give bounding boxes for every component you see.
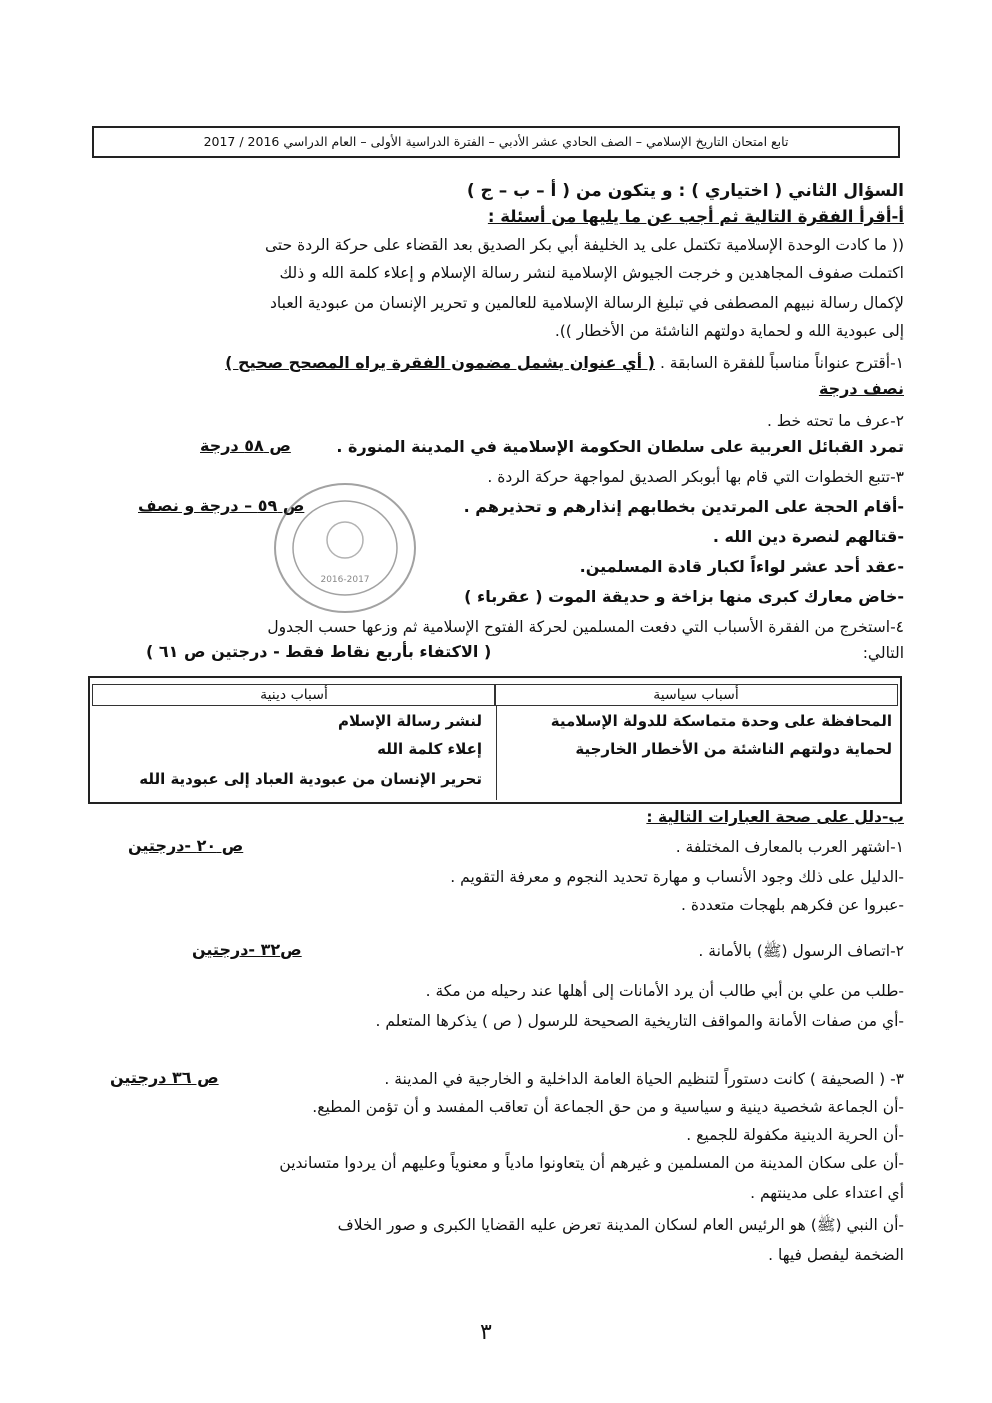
page-number: ٣: [480, 1320, 492, 1345]
question-2-answer: تمرد القبائل العربية على سلطان الحكومة الإسلامية في المدينة المنورة .: [336, 437, 904, 456]
question-3-answer: -قتالهم لنصرة دين الله .: [712, 527, 904, 546]
statement-2-answer: -أي من صفات الأمانة والمواقف التاريخية الصحيحة للرسول ( ص ) يذكرها المتعلم .: [375, 1012, 904, 1030]
causes-table: [88, 676, 902, 804]
exam-header: [92, 126, 900, 158]
question-1: [225, 352, 904, 374]
statement-3-answer: -أن الجماعة شخصية دينية و سياسية و من حق الجماعة أن تعاقب المفسد و أن تؤمن المطيع.: [312, 1098, 904, 1116]
part-a-instruction: أ-أقرأ الفقرة التالية ثم أجب عن ما يليها من أسئلة :: [487, 207, 904, 226]
exam-header-text: تابع امتحان التاريخ الإسلامي – الصف الحادي عشر الأدبي – الفترة الدراسية الأولى – العام الدراسي 2016 / 2017: [203, 134, 789, 149]
question-1-grade: نصف درجة: [818, 379, 904, 398]
question-3-answer: -عقد أحد عشر لواءاً لكبار قادة المسلمين.: [579, 557, 904, 576]
paragraph-line: لإكمال رسالة نبيهم المصطفى في تبليغ الرسالة الإسلامية للعالمين و تحرير الإنسان من عبودية العباد: [270, 294, 904, 312]
part-b-title: ب-دلل على صحة العبارات التالية :: [646, 808, 904, 826]
statement-1: ١-اشتهر العرب بالمعارف المختلفة .: [675, 838, 904, 856]
question-2-ref: ص ٥٨ درجة: [200, 436, 291, 455]
table-cell-political: المحافظة على وحدة متماسكة للدولة الإسلامية: [550, 712, 892, 730]
question-1-text: ١-أقترح عنواناً مناسباً للفقرة السابقة .: [659, 354, 904, 372]
table-cell-political: لحماية دولتهم الناشئة من الأخطار الخارجية: [575, 740, 892, 758]
school-stamp: [270, 478, 420, 618]
statement-3-answer: الضخمة ليفصل فيها .: [768, 1246, 904, 1264]
table-cell-religious: تحرير الإنسان من عبودية العباد إلى عبودية الله: [139, 770, 482, 788]
statement-3-ref: ص ٣٦ درجتين: [110, 1068, 219, 1087]
paragraph-line: اكتملت صفوف المجاهدين و خرجت الجيوش الإسلامية لنشر رسالة الإسلام و إعلاء كلمة الله و ذلك: [279, 264, 904, 282]
statement-2-answer: -طلب من علي بن أبي طالب أن يرد الأمانات إلى أهلها عند رحيله من مكة .: [425, 982, 904, 1000]
question-1-answer: ( أي عنوان يشمل مضمون الفقرة يراه المصحح صحيح ): [225, 353, 655, 372]
question-4-note: ( الاكتفاء بأربع نقاط فقط - درجتين ص ٦١ ): [146, 642, 492, 661]
stamp-year: 2016-2017: [320, 575, 370, 585]
statement-3-answer: -أن على سكان المدينة من المسلمين و غيرهم أن يتعاونوا مادياً و معنوياً وعليهم أن يردوا متساندين: [279, 1154, 904, 1172]
question-3-ref: ص ٥٩ – درجة و نصف: [138, 496, 305, 515]
question-title: السؤال الثاني ( اختياري ) : و يتكون من ( أ – ب – ج ): [466, 181, 904, 201]
question-3-answer: -أقام الحجة على المرتدين بخطابهم إنذارهم و تحذيرهم .: [463, 497, 904, 516]
question-3: ٣-تتبع الخطوات التي قام بها أبوبكر الصديق لمواجهة حركة الردة .: [487, 468, 904, 486]
statement-3: ٣- ( الصحيفة ) كانت دستوراً لتنظيم الحياة العامة الداخلية و الخارجية في المدينة .: [384, 1070, 904, 1088]
statement-1-answer: -الدليل على ذلك وجود الأنساب و مهارة تحديد النجوم و معرفة التقويم .: [450, 868, 904, 886]
question-4: ٤-استخرج من الفقرة الأسباب التي دفعت المسلمين لحركة الفتوح الإسلامية ثم وزعها حسب الجدول: [267, 618, 904, 636]
statement-3-answer: -أن النبي (ﷺ) هو الرئيس العام لسكان المدينة تعرض عليه القضايا الكبرى و صور الخلاف: [337, 1216, 904, 1234]
table-cell-religious: إعلاء كلمة الله: [377, 740, 482, 758]
table-cell-religious: لنشر رسالة الإسلام: [338, 712, 482, 730]
table-header-religious: أسباب دينية: [92, 684, 496, 706]
question-2: ٢-عرف ما تحته خط .: [766, 412, 904, 430]
question-3-answer: -خاض معارك كبرى منها بزاخة و حديقة الموت ( عقرباء ): [464, 587, 904, 606]
statement-1-ref: ص ٢٠ -درجتين: [128, 836, 244, 855]
statement-2: ٢-اتصاف الرسول (ﷺ) بالأمانة .: [698, 942, 904, 960]
paragraph-line: (( ما كادت الوحدة الإسلامية تكتمل على يد الخليفة أبي بكر الصديق بعد القضاء على حركة الردة حتى: [265, 236, 904, 254]
table-divider: [496, 706, 497, 800]
table-header-political: أسباب سياسية: [494, 684, 898, 706]
statement-2-ref: ص٣٢ -درجتين: [192, 940, 302, 959]
paragraph-line: إلى عبودية الله و لحماية دولتهم الناشئة من الأخطار )).: [554, 322, 904, 340]
statement-3-answer: -أن الحرية الدينية مكفولة للجميع .: [686, 1126, 904, 1144]
statement-3-answer: أي اعتداء على مدينتهم .: [750, 1184, 904, 1202]
statement-1-answer: -عبروا عن فكرهم بلهجات متعددة .: [680, 896, 904, 914]
question-4-cont: التالي:: [862, 644, 904, 662]
